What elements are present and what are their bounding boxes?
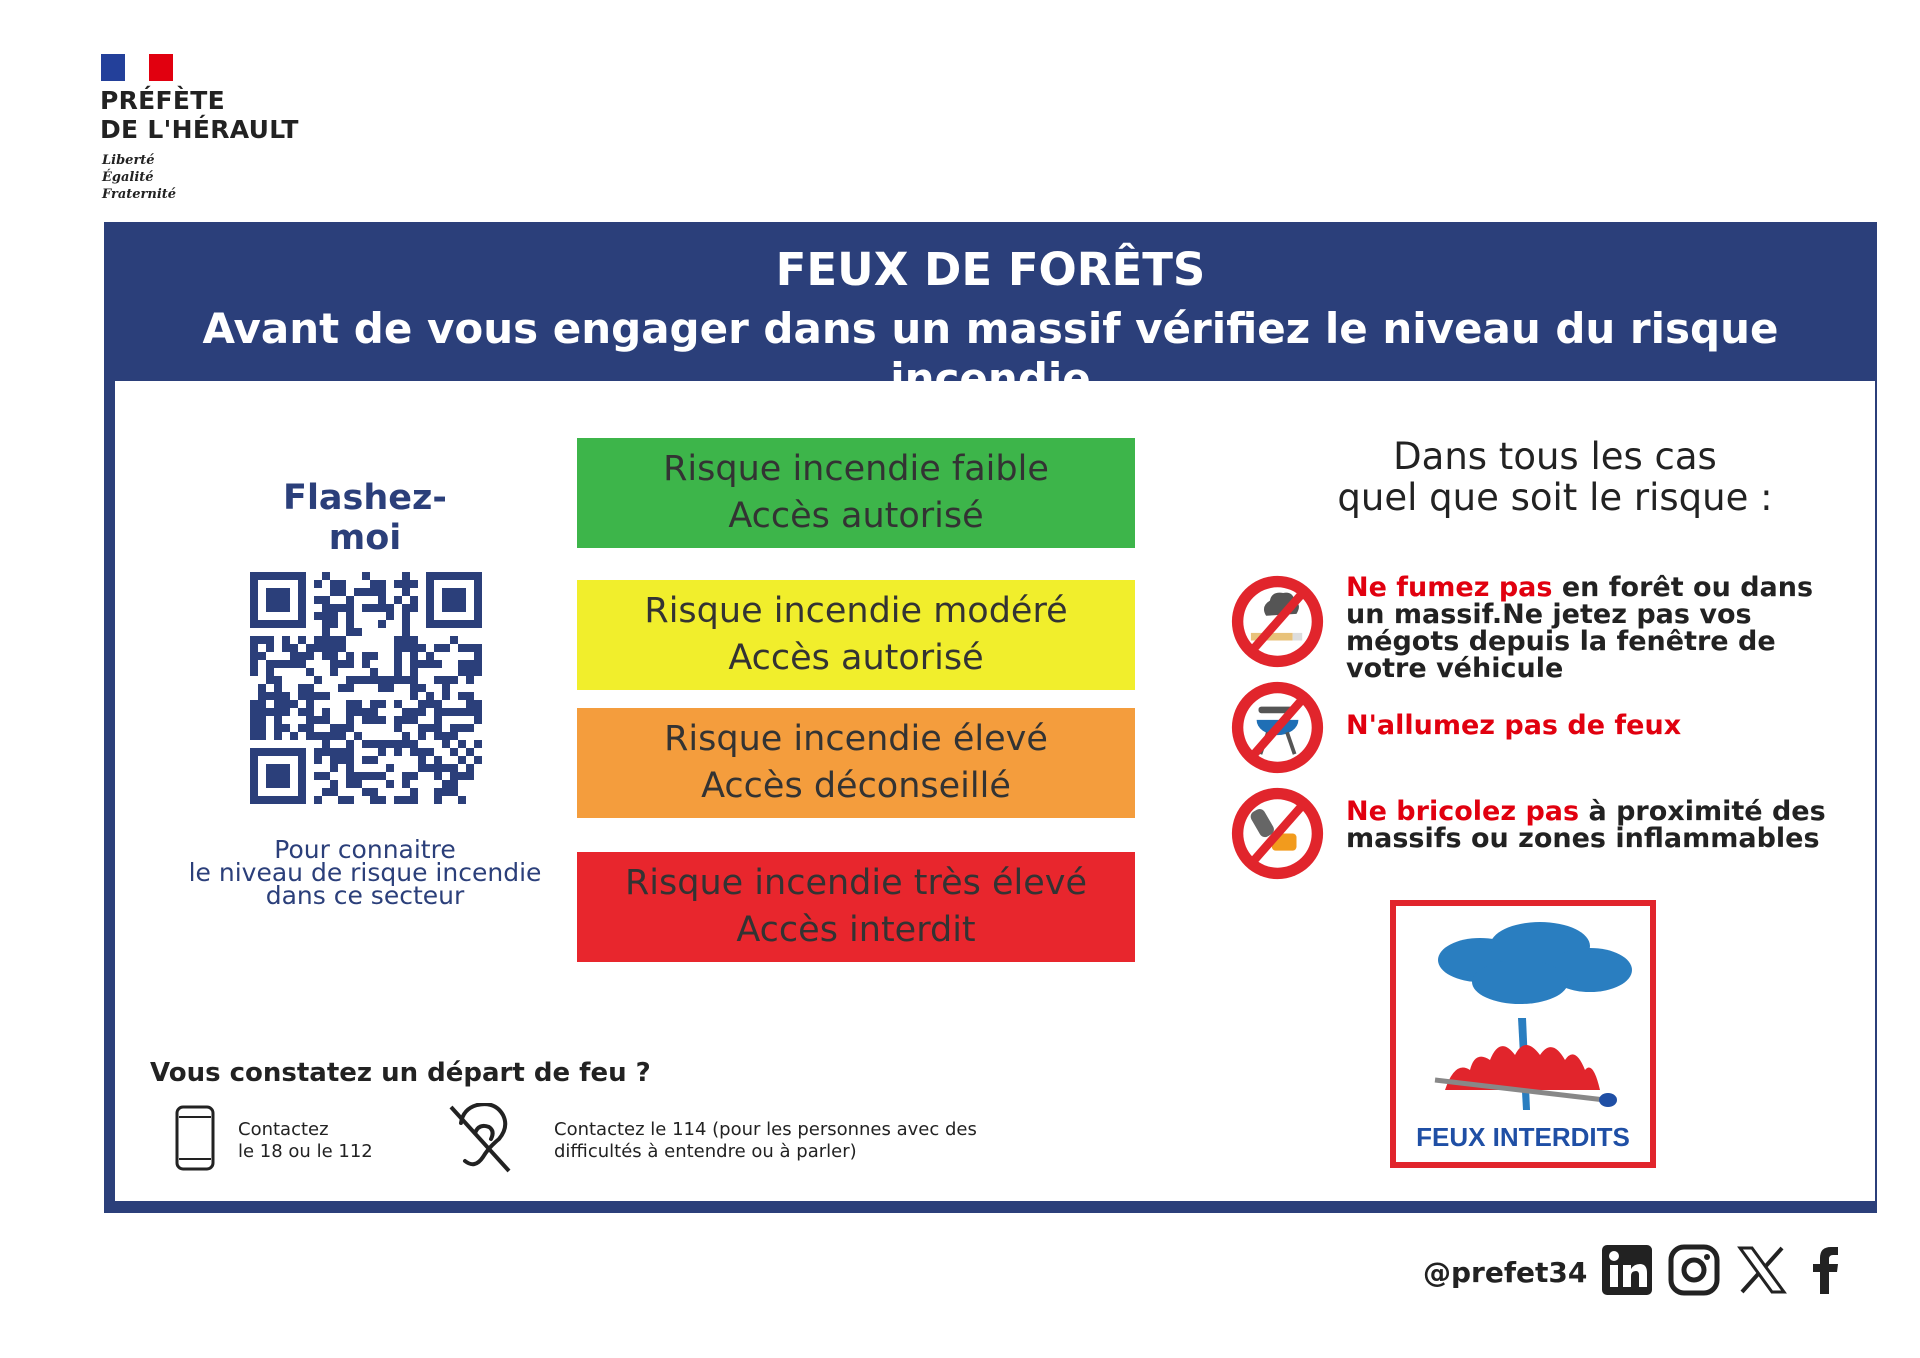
no-chainsaw-icon (1230, 786, 1325, 881)
risk-label: Risque incendie faible (663, 449, 1049, 489)
access-label: Accès déconseillé (701, 766, 1011, 806)
risk-level-low (577, 438, 1135, 548)
qr-caption: Pour connaitre le niveau de risque incendie dans ce secteur (188, 835, 542, 910)
no-smoking-icon (1230, 574, 1325, 669)
rules-heading: Dans tous les cas quel que soit le risque : (1337, 435, 1773, 519)
poster-title: FEUX DE FORÊTS (775, 243, 1206, 296)
access-label: Accès autorisé (728, 638, 984, 678)
rule-no-smoking (1230, 572, 1830, 684)
risk-level-moderate (577, 580, 1135, 690)
rule-text: à proximité des massifs ou zones inflammables (1346, 796, 1826, 854)
x-icon[interactable] (1736, 1244, 1788, 1296)
fire-forbidden-sign (1390, 900, 1656, 1168)
rule-no-diy (1230, 786, 1830, 886)
fire-sign-label: FEUX INTERDITS (1416, 1122, 1630, 1152)
risk-label: Risque incendie très élevé (624, 863, 1088, 903)
phone-contact-text: Contactez le 18 ou le 112 (238, 1119, 373, 1162)
deaf-contact-text: Contactez le 114 (pour les personnes avec des difficultés à entendre ou à parler) (554, 1119, 977, 1162)
risk-label: Risque incendie modéré (644, 591, 1068, 631)
access-label: Accès autorisé (728, 496, 984, 536)
emergency-question: Vous constatez un départ de feu ? (150, 1058, 651, 1088)
hearing-impaired-icon (445, 1103, 515, 1175)
risk-label: Risque incendie élevé (664, 719, 1048, 759)
marianne-flag-logo (101, 54, 173, 81)
access-label: Accès interdit (736, 910, 976, 950)
rule-highlight: Ne fumez pas (1346, 572, 1553, 603)
risk-level-high (577, 708, 1135, 818)
prefecture-name: PRÉFÈTE DE L'HÉRAULT (100, 86, 299, 144)
rule-highlight: Ne bricolez pas (1346, 796, 1580, 827)
facebook-icon[interactable] (1800, 1244, 1852, 1296)
linkedin-icon[interactable] (1601, 1244, 1653, 1296)
rule-highlight: N'allumez pas de feux (1346, 710, 1682, 741)
qr-heading: Flashez-moi (283, 478, 447, 558)
risk-level-very-high (577, 852, 1135, 962)
no-barbecue-icon (1230, 680, 1325, 775)
mobile-phone-icon (175, 1105, 215, 1171)
instagram-icon[interactable] (1668, 1244, 1720, 1296)
poster-subtitle: Avant de vous engager dans un massif vérifiez le niveau du risque incendie (202, 304, 1779, 403)
republic-motto: Liberté Égalité Fraternité (102, 153, 177, 202)
rule-text: en forêt ou dans un massif.Ne jetez pas vos mégots depuis la fenêtre de votre véhicule (1346, 572, 1814, 684)
social-handle[interactable]: @prefet34 (1423, 1256, 1588, 1289)
rule-no-fire (1230, 680, 1830, 780)
qr-code[interactable] (250, 572, 482, 804)
